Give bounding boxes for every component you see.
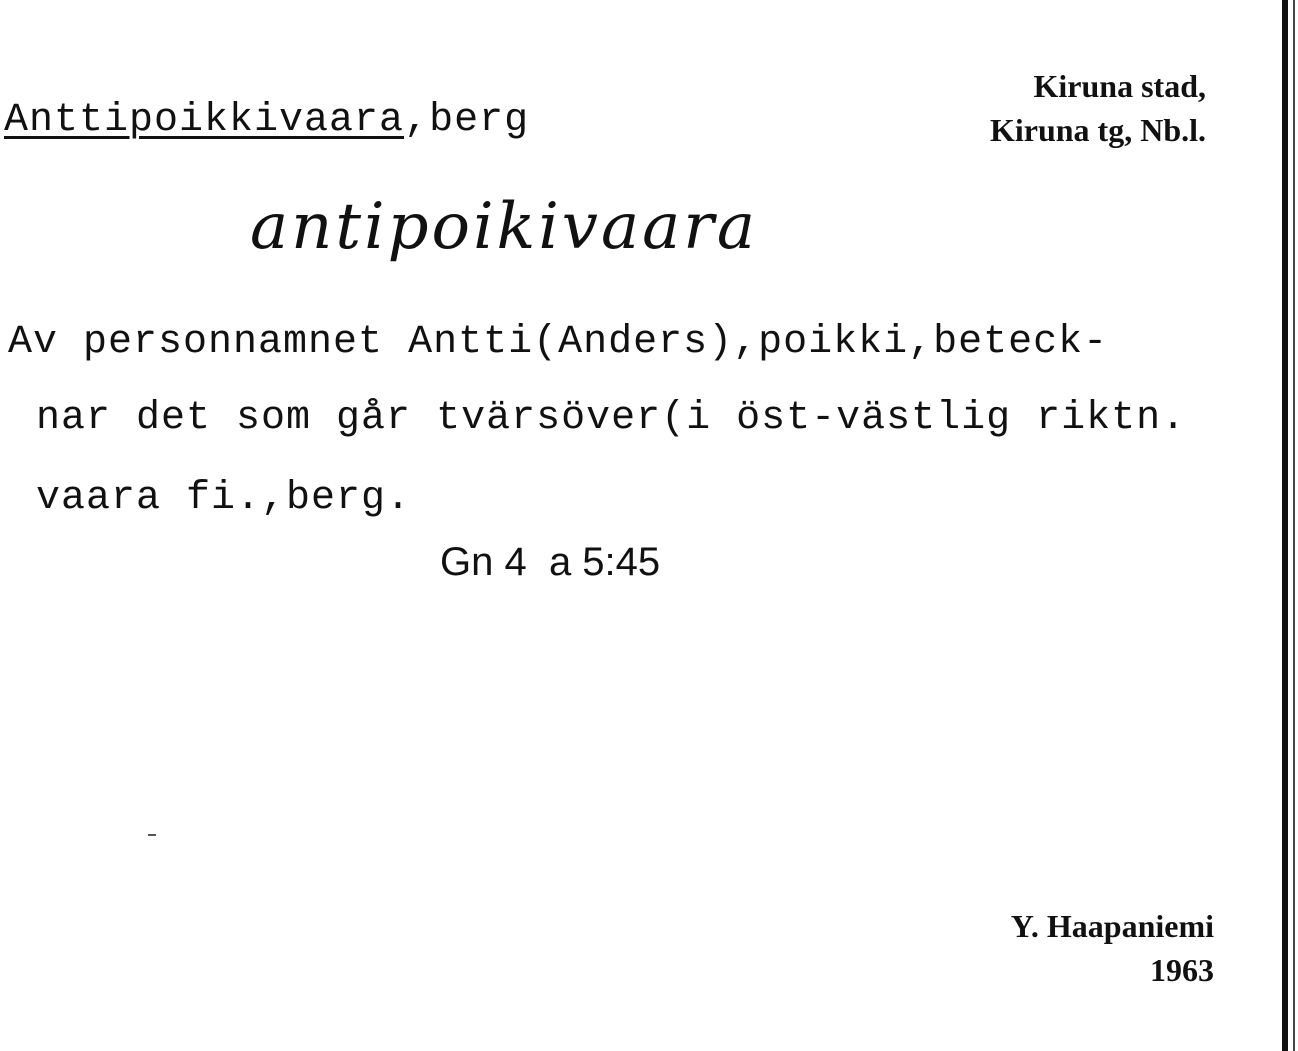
ink-speck (148, 834, 156, 836)
location-line-1: Kiruna stad, (1033, 68, 1206, 104)
source-reference: Gn 4 a 5:45 (440, 540, 661, 584)
headword-suffix: ,berg (404, 98, 530, 143)
headword-name: Anttipoikkivaara (4, 98, 405, 143)
etymology-line-2: nar det som går tvärsöver(i öst-västlig riktn. (36, 396, 1187, 441)
phonetic-transcription: antipoikivaara (250, 190, 758, 264)
etymology-line-3: vaara fi.,berg. (36, 476, 412, 521)
author-name: Y. Haapaniemi (1010, 908, 1214, 944)
year: 1963 (1150, 952, 1214, 988)
location-line-2: Kiruna tg, Nb.l. (989, 112, 1206, 148)
headword (4, 98, 529, 143)
card-edge-border (1282, 0, 1288, 1051)
card-edge-border-thin (1293, 0, 1295, 1051)
etymology-line-1: Av personnamnet Antti(Anders),poikki,beteck- (8, 320, 1109, 365)
